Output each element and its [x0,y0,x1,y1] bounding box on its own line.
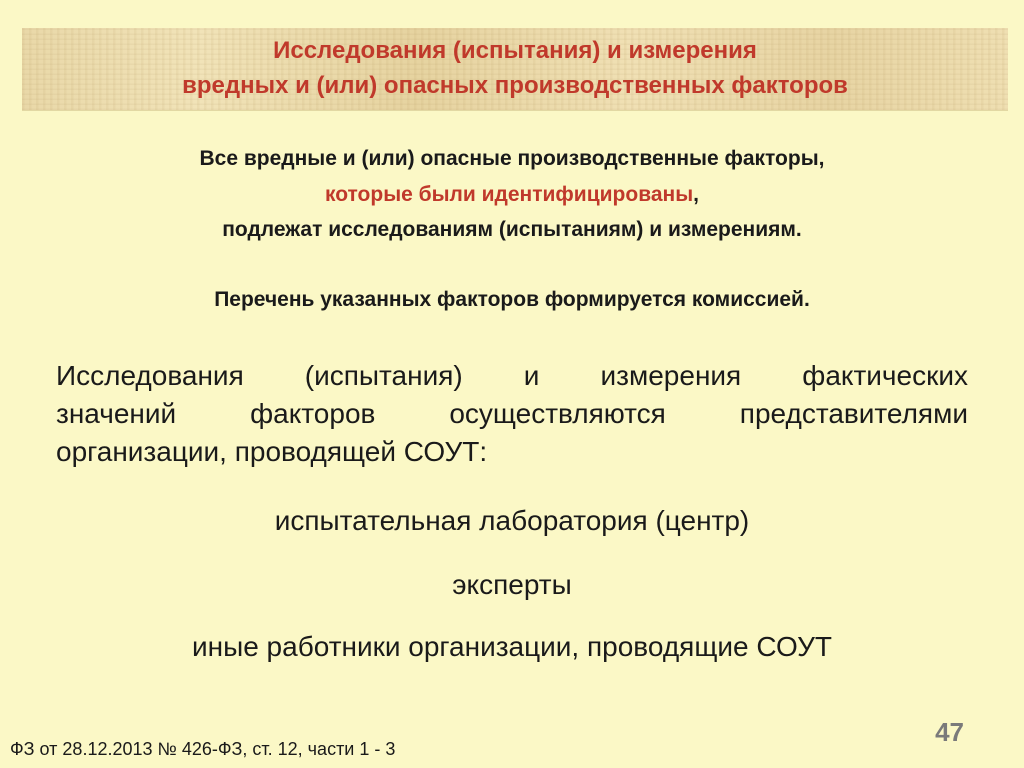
statement-line-3: подлежат исследованиям (испытаниям) и измерениям. [222,218,802,241]
page-number: 47 [935,717,964,747]
title-line-1: Исследования (испытания) и измерения [273,37,757,64]
intro-word: представителями [739,398,968,429]
statement-line-1: Все вредные и (или) опасные производственные факторы, [199,147,825,170]
performer-experts: эксперты [452,569,572,600]
title-banner [22,28,1008,110]
performers-intro-line-3 [56,433,968,471]
performers-intro [56,357,968,471]
performer-lab: испытательная лаборатория (центр) [274,505,750,536]
intro-word: осуществляются [449,398,666,429]
commission-note: Перечень указанных факторов формируется комиссией. [214,288,810,311]
intro-word: и [523,360,540,391]
intro-word: Исследования [56,360,244,391]
performers-intro-line-2 [56,395,968,433]
statement-line-2-tail: , [693,183,699,206]
intro-word: значений [56,398,177,429]
intro-word: факторов [250,398,376,429]
intro-line-3: организации, проводящей СОУТ: [56,436,488,467]
title-line-2: вредных и (или) опасных производственных факторов [182,72,848,99]
performer-other-workers: иные работники организации, проводящие СОУТ [191,631,833,662]
intro-word: фактических [802,360,968,391]
legal-footnote: ФЗ от 28.12.2013 № 426-ФЗ, ст. 12, части 1 - 3 [10,739,396,759]
statement-line-2 [40,183,984,207]
statement-highlight: которые были идентифицированы [325,183,694,206]
intro-word: измерения [600,360,742,391]
performers-intro-line-1 [56,357,968,395]
intro-word: (испытания) [304,360,463,391]
